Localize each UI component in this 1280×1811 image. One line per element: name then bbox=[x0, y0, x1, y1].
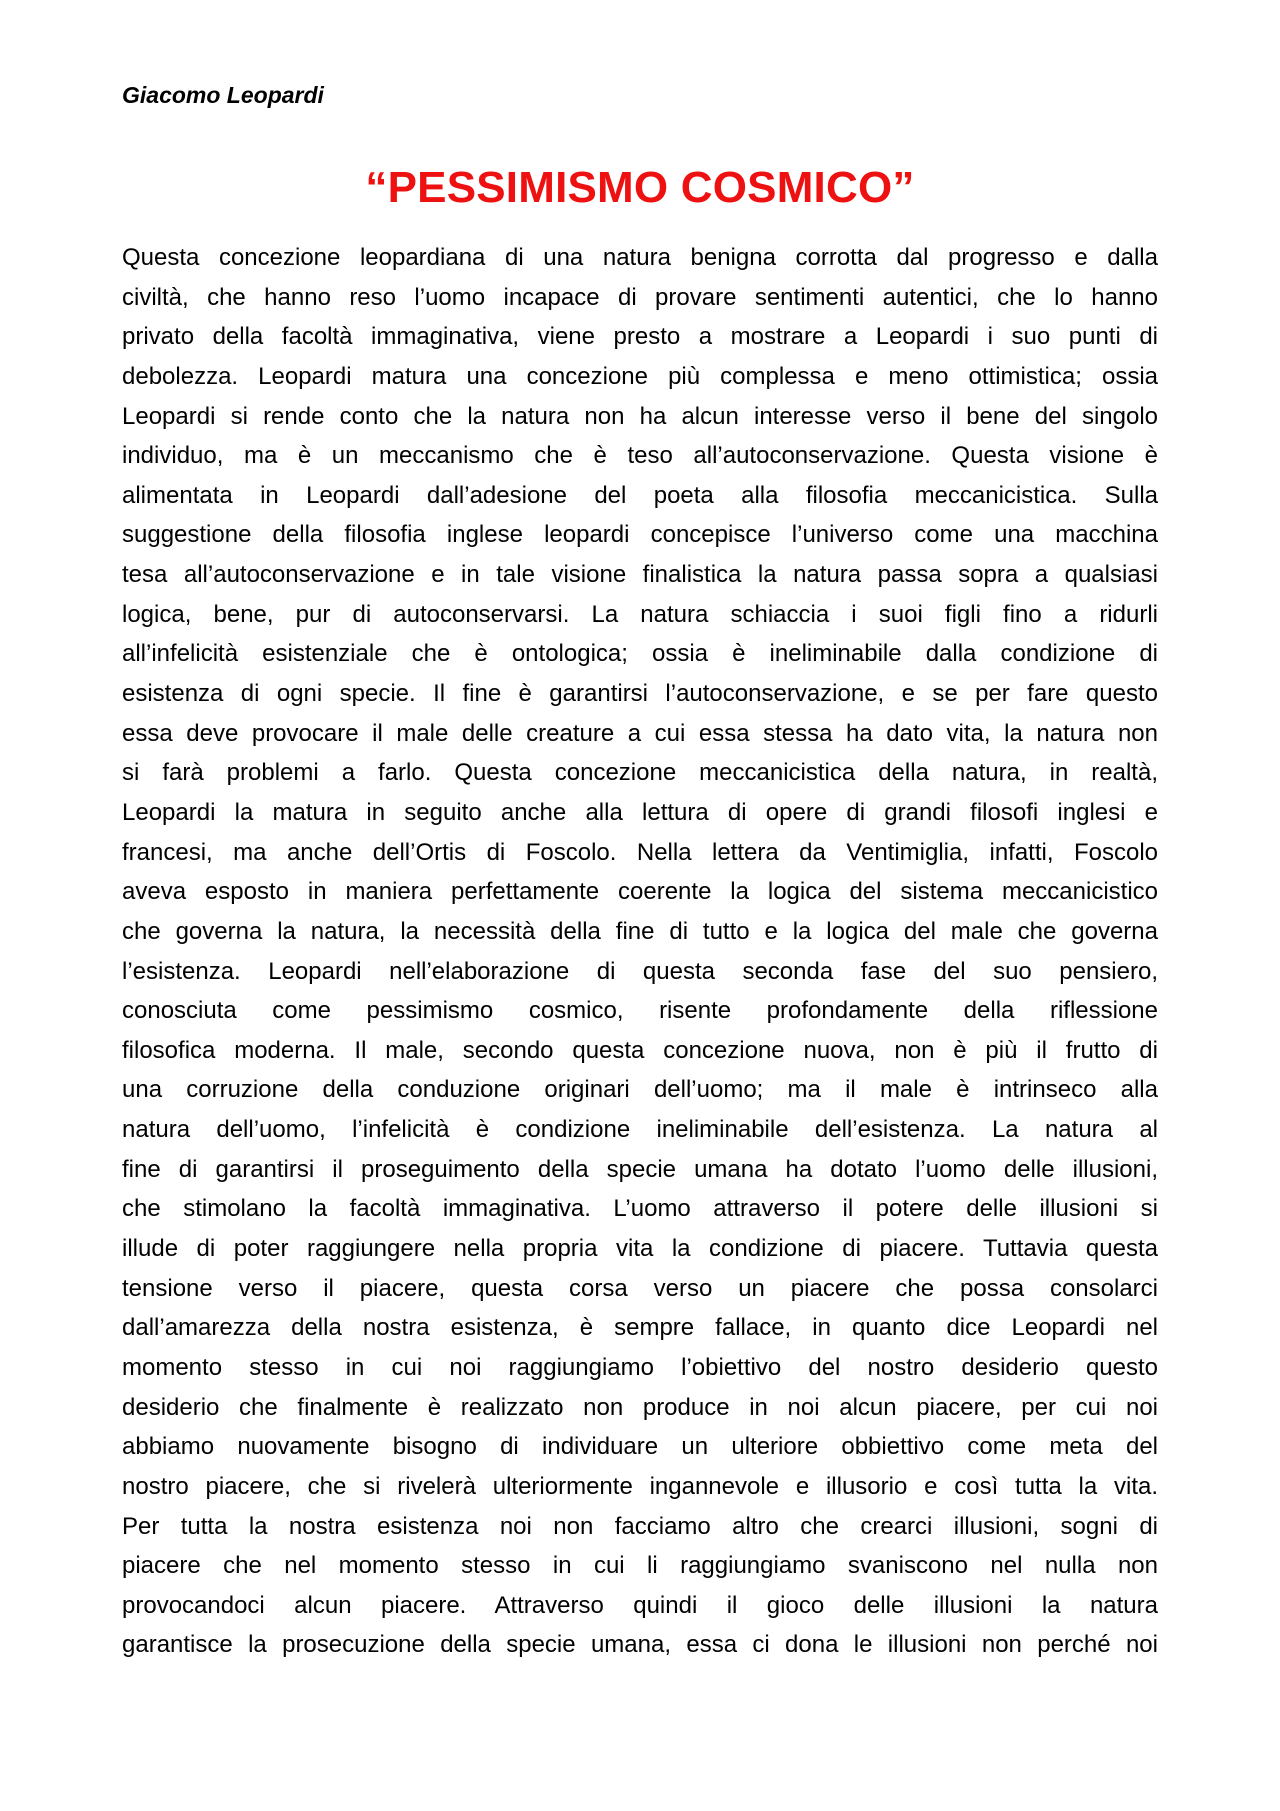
body-line: provocandoci alcun piacere. Attraverso quindi il gioco delle illusioni la natura bbox=[122, 1591, 1158, 1619]
body-line: privato della facoltà immaginativa, viene presto a mostrare a Leopardi i suo punti di bbox=[122, 323, 1158, 351]
body-line: garantisce la prosecuzione della specie umana, essa ci dona le illusioni non perché noi bbox=[122, 1631, 1158, 1659]
body-line: filosofica moderna. Il male, secondo questa concezione nuova, non è più il frutto di bbox=[122, 1036, 1158, 1064]
body-line: che governa la natura, la necessità della fine di tutto e la logica del male che governa bbox=[122, 917, 1158, 945]
body-line: all’infelicità esistenziale che è ontologica; ossia è ineliminabile dalla condizione di bbox=[122, 640, 1158, 668]
body-line: Questa concezione leopardiana di una natura benigna corrotta dal progresso e dalla bbox=[122, 244, 1158, 271]
body-line: abbiamo nuovamente bisogno di individuare un ulteriore obbiettivo come meta del bbox=[122, 1433, 1158, 1461]
body-line: che stimolano la facoltà immaginativa. L’uomo attraverso il potere delle illusioni si bbox=[122, 1195, 1158, 1223]
author-name: Giacomo Leopardi bbox=[122, 82, 324, 108]
body-line: logica, bene, pur di autoconservarsi. La natura schiaccia i suoi figli fino a ridurli bbox=[122, 600, 1158, 628]
body-line: desiderio che finalmente è realizzato non produce in noi alcun piacere, per cui noi bbox=[122, 1393, 1158, 1421]
body-line: tensione verso il piacere, questa corsa verso un piacere che possa consolarci bbox=[122, 1274, 1158, 1302]
body-line: suggestione della filosofia inglese leopardi concepisce l’universo come una macchina bbox=[122, 521, 1158, 549]
body-line: nostro piacere, che si rivelerà ulteriormente ingannevole e illusorio e così tutta la vita. bbox=[122, 1472, 1158, 1500]
body-line: natura dell’uomo, l’infelicità è condizione ineliminabile dell’esistenza. La natura al bbox=[122, 1116, 1158, 1144]
body-line: l’esistenza. Leopardi nell’elaborazione di questa seconda fase del suo pensiero, bbox=[122, 957, 1158, 985]
body-line: si farà problemi a farlo. Questa concezione meccanicistica della natura, in realtà, bbox=[122, 759, 1158, 787]
body-line: alimentata in Leopardi dall’adesione del poeta alla filosofia meccanicistica. Sulla bbox=[122, 481, 1158, 509]
body-line: tesa all’autoconservazione e in tale visione finalistica la natura passa sopra a qualsiasi bbox=[122, 561, 1158, 589]
body-line: Leopardi la matura in seguito anche alla lettura di opere di grandi filosofi inglesi e bbox=[122, 798, 1158, 826]
body-line: debolezza. Leopardi matura una concezione più complessa e meno ottimistica; ossia bbox=[122, 362, 1158, 390]
body-line: piacere che nel momento stesso in cui li raggiungiamo svaniscono nel nulla non bbox=[122, 1552, 1158, 1580]
body-line: individuo, ma è un meccanismo che è teso all’autoconservazione. Questa visione è bbox=[122, 442, 1158, 470]
document-title: “PESSIMISMO COSMICO” bbox=[365, 163, 915, 212]
body-line: conosciuta come pessimismo cosmico, risente profondamente della riflessione bbox=[122, 997, 1158, 1025]
body-line: civiltà, che hanno reso l’uomo incapace di provare sentimenti autentici, che lo hanno bbox=[122, 283, 1158, 311]
body-line: Per tutta la nostra esistenza noi non facciamo altro che crearci illusioni, sogni di bbox=[122, 1512, 1158, 1540]
body-line: Leopardi si rende conto che la natura non ha alcun interesse verso il bene del singolo bbox=[122, 402, 1158, 430]
body-line: momento stesso in cui noi raggiungiamo l’obiettivo del nostro desiderio questo bbox=[122, 1353, 1158, 1381]
body-line: una corruzione della conduzione originari dell’uomo; ma il male è intrinseco alla bbox=[122, 1076, 1158, 1104]
body-line: dall’amarezza della nostra esistenza, è sempre fallace, in quanto dice Leopardi nel bbox=[122, 1314, 1158, 1342]
body-line: essa deve provocare il male delle creature a cui essa stessa ha dato vita, la natura non bbox=[122, 719, 1158, 747]
body-line: illude di poter raggiungere nella propria vita la condizione di piacere. Tuttavia questa bbox=[122, 1235, 1158, 1263]
body-line: aveva esposto in maniera perfettamente coerente la logica del sistema meccanicistico bbox=[122, 878, 1158, 906]
body-line: esistenza di ogni specie. Il fine è garantirsi l’autoconservazione, e se per fare questo bbox=[122, 680, 1158, 708]
body-line: fine di garantirsi il proseguimento della specie umana ha dotato l’uomo delle illusioni, bbox=[122, 1155, 1158, 1183]
body-line: francesi, ma anche dell’Ortis di Foscolo. Nella lettera da Ventimiglia, infatti, Foscolo bbox=[122, 838, 1158, 866]
body-paragraph bbox=[122, 238, 1158, 1665]
